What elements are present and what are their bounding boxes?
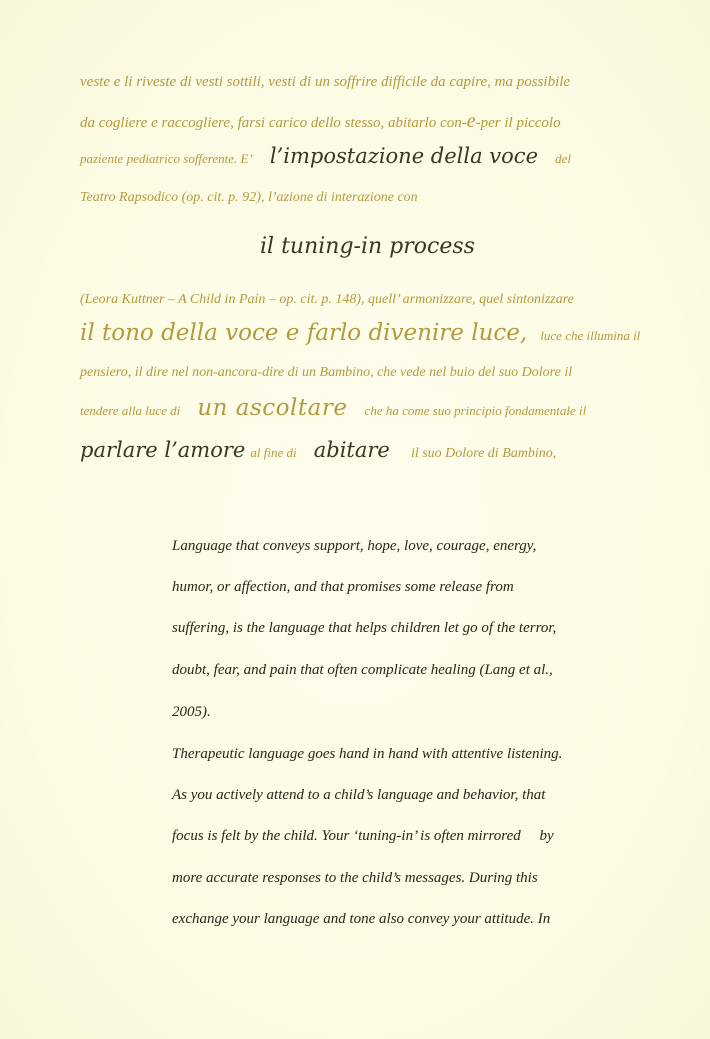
italian-line-1: veste e li riveste di vesti sottili, vesti di un soffrire difficile da capire, ma possibile <box>80 74 571 90</box>
italian-line-2-text: da cogliere e raccogliere, farsi carico dello stesso, abitarlo con- <box>80 115 467 131</box>
italian-line-10-abitare: abitare <box>313 438 390 462</box>
italian-line-10-parlare: parlare l’amore <box>80 438 246 462</box>
italian-line-2 <box>80 110 561 133</box>
italian-line-4: Teatro Rapsodico (op. cit. p. 92), l’azione di interazione con <box>80 190 418 205</box>
italian-line-8: pensiero, il dire nel non-ancora-dire di un Bambino, che vede nel buio del suo Dolore il <box>80 365 573 380</box>
italian-line-7-b: luce che illumina il <box>540 328 641 343</box>
english-line-3: suffering, is the language that helps children let go of the terror, <box>172 620 557 636</box>
english-line-7: As you actively attend to a child’s language and behavior, that <box>172 787 546 803</box>
english-line-2: humor, or affection, and that promises some release from <box>172 579 514 595</box>
italian-line-7-highlight: il tono della voce e farlo divenire luce, <box>80 320 528 346</box>
italian-line-9-a: tendere alla luce di <box>80 403 181 418</box>
italian-line-9-highlight: un ascoltare <box>197 395 348 421</box>
italian-line-3 <box>80 144 571 168</box>
italian-line-9 <box>80 395 586 421</box>
italian-line-2-e: e <box>466 110 476 132</box>
italian-line-3-c: del <box>555 151 571 166</box>
italian-line-10-b: al fine di <box>250 445 297 460</box>
italian-line-3-highlight: l’impostazione della voce <box>269 144 538 168</box>
english-line-4: doubt, fear, and pain that often complicate healing (Lang et al., <box>172 662 553 678</box>
italian-line-10 <box>80 438 556 462</box>
italian-line-7 <box>80 320 640 346</box>
italian-line-9-c: che ha come suo principio fondamentale il <box>364 403 587 418</box>
english-line-8: focus is felt by the child. Your ‘tuning-in’ is often mirrored by <box>172 828 554 844</box>
italian-line-6: (Leora Kuttner – A Child in Pain – op. cit. p. 148), quell’ armonizzare, quel sintonizzare <box>80 292 574 307</box>
english-line-10: exchange your language and tone also convey your attitude. In <box>172 911 551 927</box>
english-line-9: more accurate responses to the child’s messages. During this <box>172 870 538 886</box>
italian-line-2-end: -per il piccolo <box>475 115 561 131</box>
italian-line-5-tuning-in: il tuning-in process <box>260 234 475 259</box>
english-line-5: 2005). <box>172 704 211 720</box>
english-line-1: Language that conveys support, hope, love, courage, energy, <box>172 538 537 554</box>
italian-line-10-d: il suo Dolore di Bambino, <box>410 446 557 461</box>
italian-line-3-a: paziente pediatrico sofferente. E’ <box>80 151 253 166</box>
english-line-6: Therapeutic language goes hand in hand with attentive listening. <box>172 746 563 762</box>
